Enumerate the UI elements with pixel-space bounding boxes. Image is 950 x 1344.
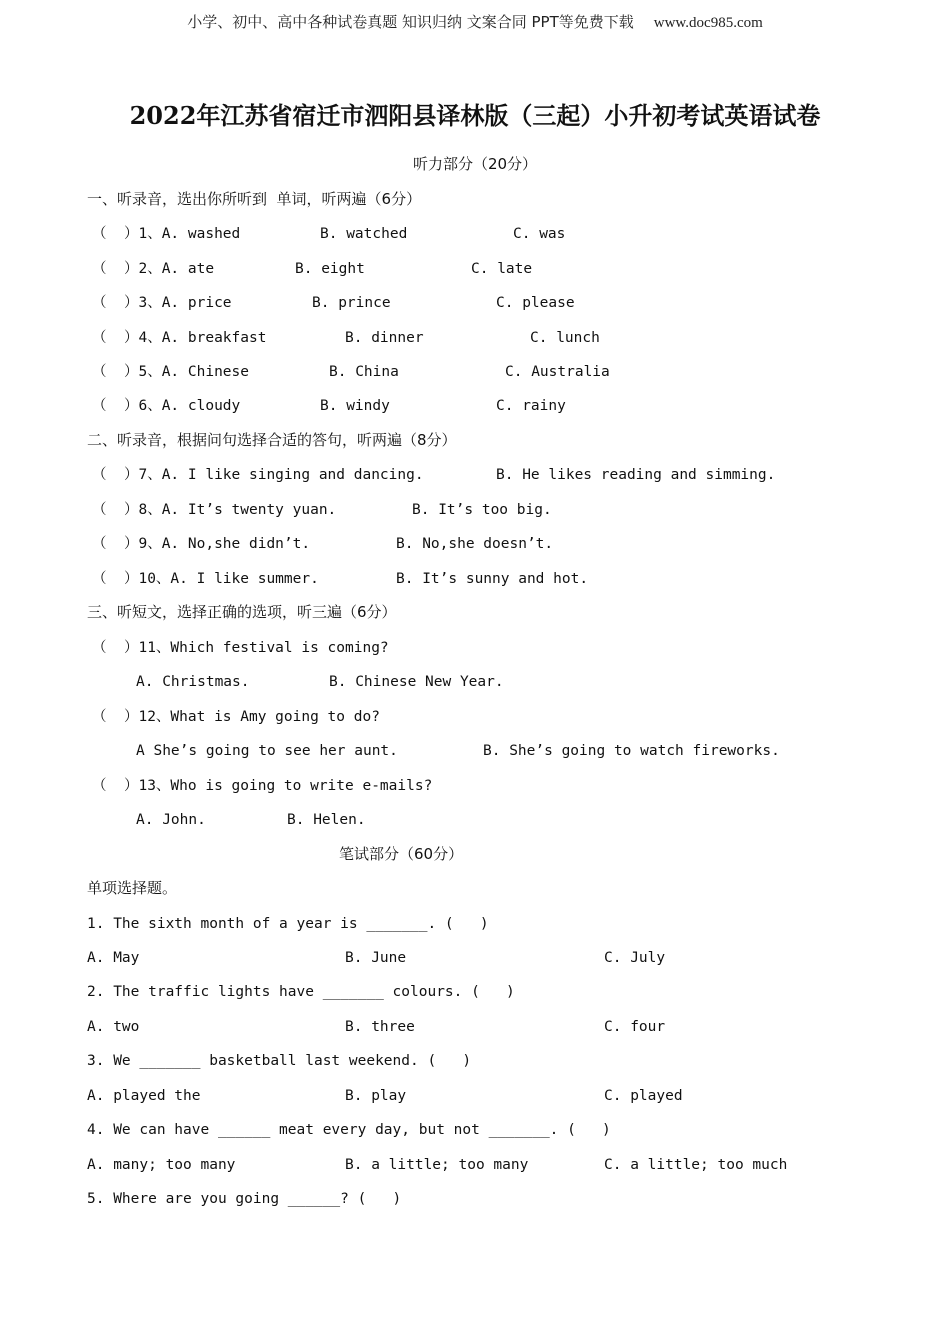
c2-option-c: C. four (604, 1019, 666, 1035)
c3-option-b: B. play (345, 1088, 407, 1104)
section1-heading: 一、听录音，选出你所听到 单词，听两遍（6分） (87, 190, 422, 208)
c5-question: 5. Where are you going ______? ( ) (87, 1191, 402, 1207)
c3-question: 3. We _______ basketball last weekend. ( ) (87, 1053, 472, 1069)
q12-option-b: B. She’s going to watch fireworks. (483, 743, 780, 759)
q13-question: （ ）13、Who is going to write e-mails? (92, 778, 433, 794)
q7-option-b: B. He likes reading and simming. (496, 467, 776, 483)
q10-option-b: B. It’s sunny and hot. (396, 571, 589, 587)
q8-option-b: B. It’s too big. (412, 502, 552, 518)
c2-question: 2. The traffic lights have _______ colours. ( ) (87, 984, 515, 1000)
q12-question: （ ）12、What is Amy going to do? (92, 709, 380, 725)
section3-heading: 三、听短文，选择正确的选项，听三遍（6分） (87, 603, 397, 621)
q7-option-a: （ ）7、A. I like singing and dancing. (92, 467, 424, 483)
header-url[interactable]: www.doc985.com (653, 15, 763, 31)
q4-option-a: （ ）4、A. breakfast (92, 330, 267, 346)
exam-title: 2022年江苏省宿迁市泗阳县译林版（三起）小升初考试英语试卷 (129, 101, 821, 130)
q2-option-c: C. late (471, 261, 533, 277)
q3-option-a: （ ）3、A. price (92, 295, 232, 311)
q2-option-b: B. eight (295, 261, 365, 277)
q4-option-c: C. lunch (530, 330, 600, 346)
q3-option-c: C. please (496, 295, 575, 311)
q10-option-a: （ ）10、A. I like summer. (92, 571, 319, 587)
q5-option-b: B. China (329, 364, 399, 380)
q2-option-a: （ ）2、A. ate (92, 261, 215, 277)
c1-question: 1. The sixth month of a year is _______. ( ) (87, 916, 489, 932)
q8-option-a: （ ）8、A. It’s twenty yuan. (92, 502, 337, 518)
q11-option-a: A. Christmas. (136, 674, 250, 690)
q9-option-a: （ ）9、A. No,she didn’t. (92, 536, 311, 552)
q3-option-b: B. prince (312, 295, 391, 311)
q6-option-b: B. windy (320, 398, 390, 414)
q1-option-a: （ ）1、A. washed (92, 226, 241, 242)
c4-option-a: A. many; too many (87, 1157, 236, 1173)
q1-option-b: B. watched (320, 226, 408, 242)
c1-option-a: A. May (87, 950, 140, 966)
c1-option-b: B. June (345, 950, 407, 966)
q11-question: （ ）11、Which festival is coming? (92, 640, 389, 656)
q5-option-a: （ ）5、A. Chinese (92, 364, 249, 380)
c4-option-c: C. a little; too much (604, 1157, 788, 1173)
header-text: 小学、初中、高中各种试卷真题 知识归纳 文案合同 PPT等免费下载 (187, 13, 634, 31)
c2-option-a: A. two (87, 1019, 140, 1035)
q4-option-b: B. dinner (345, 330, 424, 346)
page-header (0, 11, 950, 32)
q6-option-c: C. rainy (496, 398, 566, 414)
c1-option-c: C. July (604, 950, 666, 966)
q1-option-c: C. was (513, 226, 566, 242)
c2-option-b: B. three (345, 1019, 415, 1035)
q11-option-b: B. Chinese New Year. (329, 674, 504, 690)
choice-heading: 单项选择题。 (87, 879, 178, 897)
c4-question: 4. We can have ______ meat every day, but not _______. ( ) (87, 1122, 611, 1138)
c3-option-c: C. played (604, 1088, 683, 1104)
q13-option-b: B. Helen. (287, 812, 366, 828)
c4-option-b: B. a little; too many (345, 1157, 529, 1173)
q12-option-a: A She’s going to see her aunt. (136, 743, 398, 759)
section2-heading: 二、听录音，根据问句选择合适的答句，听两遍（8分） (87, 431, 457, 449)
q9-option-b: B. No,she doesn’t. (396, 536, 554, 552)
q5-option-c: C. Australia (505, 364, 610, 380)
q6-option-a: （ ）6、A. cloudy (92, 398, 241, 414)
written-heading: 笔试部分（60分） (339, 845, 464, 863)
listening-heading: 听力部分（20分） (412, 155, 538, 173)
c3-option-a: A. played the (87, 1088, 201, 1104)
q13-option-a: A. John. (136, 812, 206, 828)
